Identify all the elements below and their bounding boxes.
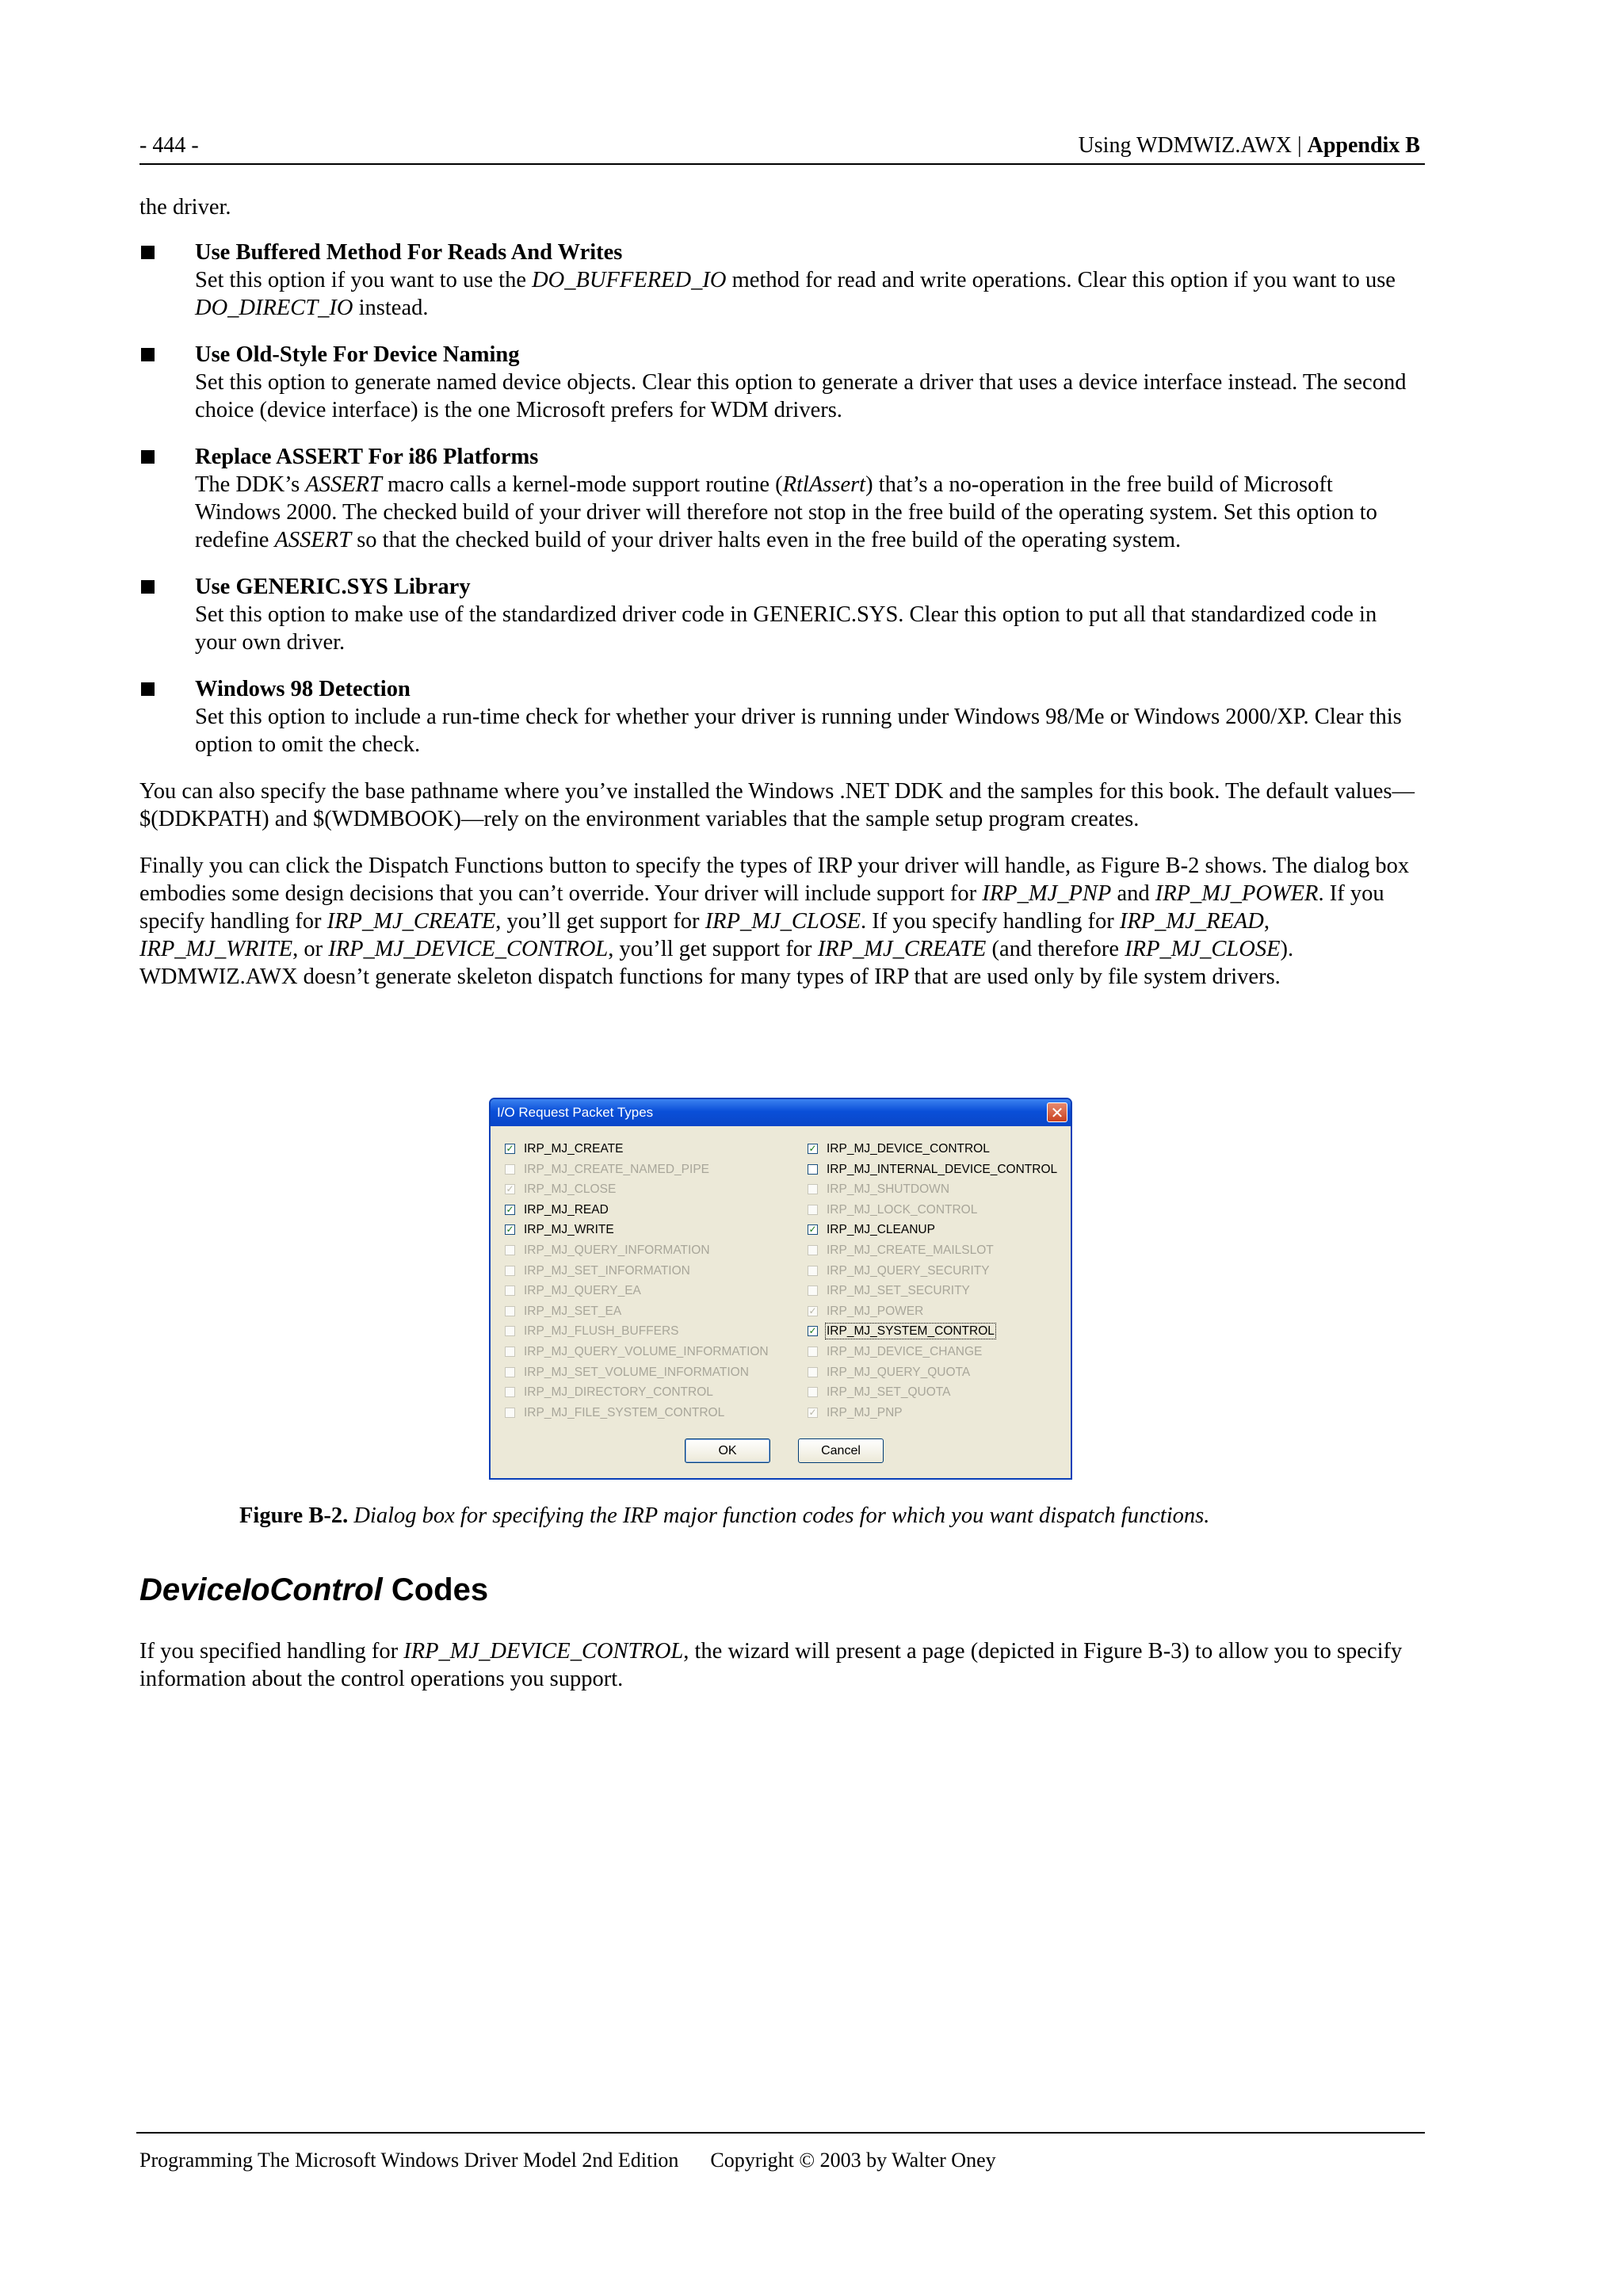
option-description: Set this option to make use of the standardized driver code in GENERIC.SYS. Clear this option to put all that standardized code in your own driver. xyxy=(195,602,1377,655)
irp-types-dialog xyxy=(489,1098,1072,1480)
checkbox-label: IRP_MJ_SYSTEM_CONTROL xyxy=(827,1324,995,1339)
ok-button[interactable]: OK xyxy=(685,1438,770,1463)
square-bullet-icon xyxy=(141,348,155,361)
option-title: Replace ASSERT For i86 Platforms xyxy=(195,445,539,469)
checkbox-irp-mj-read[interactable] xyxy=(505,1202,769,1223)
dialog-titlebar[interactable] xyxy=(491,1099,1071,1126)
checkbox-irp-mj-system-control[interactable] xyxy=(808,1324,1057,1344)
checkbox-irp-mj-query-information xyxy=(505,1243,769,1263)
checkbox-irp-mj-set-quota xyxy=(808,1385,1057,1405)
running-header xyxy=(139,132,1425,165)
checkbox-empty-icon xyxy=(505,1367,515,1377)
option-description: The DDK’s ASSERT macro calls a kernel-mode support routine (RtlAssert) that’s a no-operation in the free build of Microsoft Windows 2000. The checked build of your driver will therefore not stop in the free build of the operating system. Set this option to redefine ASSERT so that the checked build of your driver halts even in the free build of the operating system. xyxy=(195,472,1377,552)
checkbox-empty-icon xyxy=(808,1367,818,1377)
checkbox-irp-mj-pnp xyxy=(808,1405,1057,1426)
checkmark-icon[interactable]: ✓ xyxy=(808,1224,817,1236)
checkbox-empty-icon xyxy=(505,1164,515,1175)
checkbox-empty-icon xyxy=(505,1326,515,1336)
option-description: Set this option to generate named device objects. Clear this option to generate a driver that uses a device interface instead. The second choice (device interface) is the one Microsoft prefers for WDM drivers. xyxy=(195,370,1407,422)
checkmark-icon: ✓ xyxy=(506,1183,514,1195)
checkbox-label: IRP_MJ_QUERY_QUOTA xyxy=(827,1365,971,1379)
body-text xyxy=(139,193,1415,1010)
checkbox-irp-mj-set-information xyxy=(505,1263,769,1284)
checkbox-irp-mj-power xyxy=(808,1304,1057,1324)
option-item xyxy=(139,675,1415,758)
checkbox-irp-mj-query-quota xyxy=(808,1365,1057,1385)
checkbox-empty-icon xyxy=(505,1306,515,1316)
square-bullet-icon xyxy=(141,246,155,259)
checkbox-label: IRP_MJ_CREATE_NAMED_PIPE xyxy=(524,1162,709,1176)
checkmark-icon: ✓ xyxy=(808,1305,817,1316)
checkbox-irp-mj-set-volume-information xyxy=(505,1365,769,1385)
checkbox-label: IRP_MJ_SHUTDOWN xyxy=(827,1182,950,1197)
checkbox-irp-mj-directory-control xyxy=(505,1385,769,1405)
checkbox-empty-icon xyxy=(505,1387,515,1397)
checkbox-label: IRP_MJ_SET_EA xyxy=(524,1304,622,1318)
checkbox-label: IRP_MJ_INTERNAL_DEVICE_CONTROL xyxy=(827,1162,1058,1176)
checkbox-label: IRP_MJ_SET_QUOTA xyxy=(827,1385,951,1400)
checkbox-column-left xyxy=(505,1141,769,1425)
checkbox-irp-mj-create[interactable] xyxy=(505,1141,769,1162)
checkbox-irp-mj-write[interactable] xyxy=(505,1222,769,1243)
footer-copyright: Copyright © 2003 by Walter Oney xyxy=(710,2149,996,2172)
option-item xyxy=(139,573,1415,656)
checkbox-irp-mj-file-system-control xyxy=(505,1405,769,1426)
checkbox-label: IRP_MJ_READ xyxy=(524,1202,609,1217)
checkbox-label: IRP_MJ_DEVICE_CONTROL xyxy=(827,1142,990,1156)
figure-label: Figure B-2. xyxy=(239,1503,349,1528)
option-title: Use GENERIC.SYS Library xyxy=(195,575,471,599)
checkbox-label: IRP_MJ_FILE_SYSTEM_CONTROL xyxy=(524,1405,725,1419)
checkbox-irp-mj-create-mailslot xyxy=(808,1243,1057,1263)
checkmark-icon[interactable]: ✓ xyxy=(506,1203,514,1215)
close-icon[interactable]: ✕ xyxy=(1047,1102,1067,1122)
checkmark-icon[interactable]: ✓ xyxy=(808,1143,817,1154)
option-title: Windows 98 Detection xyxy=(195,677,411,701)
continuation-text: the driver. xyxy=(139,195,231,220)
option-description: Set this option if you want to use the DO_BUFFERED_IO method for read and write operations. Clear this option if you want to use DO_DIRECT_IO instead. xyxy=(195,268,1396,320)
square-bullet-icon xyxy=(141,450,155,464)
checkbox-irp-mj-create-named-pipe xyxy=(505,1162,769,1182)
checkbox-label: IRP_MJ_QUERY_EA xyxy=(524,1284,641,1298)
header-appendix: Appendix B xyxy=(1307,133,1420,158)
checkbox-label: IRP_MJ_POWER xyxy=(827,1304,924,1318)
checkbox-empty-icon xyxy=(808,1245,818,1255)
option-description: Set this option to include a run-time check for whether your driver is running under Windows 98/Me or Windows 2000/XP. Clear this option to omit the check. xyxy=(195,705,1402,757)
checkbox-label: IRP_MJ_SET_VOLUME_INFORMATION xyxy=(524,1365,749,1379)
checkbox-irp-mj-shutdown xyxy=(808,1182,1057,1202)
checkbox-irp-mj-cleanup[interactable] xyxy=(808,1222,1057,1243)
dialog-title: I/O Request Packet Types xyxy=(497,1105,654,1120)
checkbox-column-right xyxy=(808,1141,1057,1425)
checkbox-empty-icon xyxy=(505,1266,515,1276)
checkbox-empty-icon xyxy=(505,1245,515,1255)
checkbox-irp-mj-query-ea xyxy=(505,1283,769,1304)
checkbox-irp-mj-query-volume-information xyxy=(505,1344,769,1365)
option-item xyxy=(139,341,1415,424)
running-footer xyxy=(136,2132,1425,2172)
checkbox-irp-mj-lock-control xyxy=(808,1202,1057,1223)
checkbox-label: IRP_MJ_QUERY_SECURITY xyxy=(827,1263,990,1278)
paragraph-device-control: If you specified handling for IRP_MJ_DEVICE_CONTROL, the wizard will present a page (depicted in Figure B-3) to allow you to specify information about the control operations you support. xyxy=(139,1639,1403,1691)
option-title: Use Old-Style For Device Naming xyxy=(195,342,520,367)
checkbox-label: IRP_MJ_PNP xyxy=(827,1405,903,1419)
checkbox-irp-mj-close xyxy=(505,1182,769,1202)
section-heading: DeviceIoControl Codes xyxy=(139,1572,489,1607)
checkbox-empty-icon xyxy=(808,1387,818,1397)
checkbox-empty-icon xyxy=(808,1266,818,1276)
square-bullet-icon xyxy=(141,682,155,696)
checkmark-icon: ✓ xyxy=(808,1406,817,1418)
cancel-button[interactable]: Cancel xyxy=(798,1438,884,1463)
checkbox-empty-icon xyxy=(505,1347,515,1357)
square-bullet-icon xyxy=(141,580,155,594)
header-section-title: Using WDMWIZ.AWX | xyxy=(1078,133,1308,158)
checkbox-label: IRP_MJ_LOCK_CONTROL xyxy=(827,1202,978,1217)
checkbox-label: IRP_MJ_DIRECTORY_CONTROL xyxy=(524,1385,713,1400)
option-title: Use Buffered Method For Reads And Writes xyxy=(195,240,623,265)
checkbox-empty-icon xyxy=(505,1408,515,1418)
option-item xyxy=(139,239,1415,322)
checkbox-empty-icon[interactable] xyxy=(808,1164,818,1175)
checkbox-empty-icon xyxy=(808,1184,818,1194)
checkbox-empty-icon xyxy=(505,1286,515,1296)
checkbox-irp-mj-set-security xyxy=(808,1283,1057,1304)
option-item xyxy=(139,443,1415,554)
page-number: - 444 - xyxy=(139,133,199,158)
checkmark-icon[interactable]: ✓ xyxy=(506,1224,514,1236)
figure-caption xyxy=(239,1502,1209,1530)
checkbox-label: IRP_MJ_CLEANUP xyxy=(827,1223,935,1237)
figure-dialog xyxy=(489,1098,1075,1483)
checkbox-label: IRP_MJ_CLOSE xyxy=(524,1182,617,1197)
checkbox-label: IRP_MJ_QUERY_INFORMATION xyxy=(524,1243,710,1257)
checkbox-irp-mj-device-control[interactable] xyxy=(808,1141,1057,1162)
checkbox-irp-mj-device-change xyxy=(808,1344,1057,1365)
paragraph-dispatch-functions: Finally you can click the Dispatch Functions button to specify the types of IRP your driver will handle, as Figure B-2 shows. The dialog box embodies some design decisions that you can’t override. Your driver will include support for IRP_MJ_PNP and IRP_MJ_POWER. If you specify handling for IRP_MJ_CREATE, you’ll get support for IRP_MJ_CLOSE. If you specify handling for IRP_MJ_READ, IRP_MJ_WRITE, or IRP_MJ_DEVICE_CONTROL, you’ll get support for IRP_MJ_CREATE (and therefore IRP_MJ_CLOSE). WDMWIZ.AWX doesn’t generate skeleton dispatch functions for many types of IRP that are used only by file system drivers. xyxy=(139,854,1410,989)
paragraph-ddk-path: You can also specify the base pathname where you’ve installed the Windows .NET DDK and the samples for this book. The default values—$(DDKPATH) and $(WDMBOOK)—rely on the environment variables that the sample setup program creates. xyxy=(139,779,1415,831)
checkbox-empty-icon xyxy=(808,1205,818,1215)
checkbox-label: IRP_MJ_SET_INFORMATION xyxy=(524,1263,690,1278)
figure-caption-text: Dialog box for specifying the IRP major function codes for which you want dispatch functions. xyxy=(348,1503,1210,1528)
checkbox-irp-mj-set-ea xyxy=(505,1304,769,1324)
checkbox-label: IRP_MJ_DEVICE_CHANGE xyxy=(827,1344,983,1358)
checkbox-irp-mj-query-security xyxy=(808,1263,1057,1284)
footer-book-title: Programming The Microsoft Windows Driver Model 2nd Edition xyxy=(139,2149,679,2172)
checkbox-irp-mj-internal-device-control[interactable] xyxy=(808,1162,1057,1182)
checkbox-label: IRP_MJ_FLUSH_BUFFERS xyxy=(524,1324,679,1339)
checkbox-label: IRP_MJ_SET_SECURITY xyxy=(827,1284,970,1298)
header-section xyxy=(1079,132,1420,160)
checkbox-empty-icon xyxy=(808,1286,818,1296)
checkbox-label: IRP_MJ_CREATE xyxy=(524,1142,624,1156)
checkmark-icon[interactable]: ✓ xyxy=(808,1325,817,1337)
checkbox-label: IRP_MJ_QUERY_VOLUME_INFORMATION xyxy=(524,1344,769,1358)
checkbox-empty-icon xyxy=(808,1347,818,1357)
checkbox-label: IRP_MJ_WRITE xyxy=(524,1223,614,1237)
checkbox-label: IRP_MJ_CREATE_MAILSLOT xyxy=(827,1243,994,1257)
checkbox-irp-mj-flush-buffers xyxy=(505,1324,769,1344)
checkmark-icon[interactable]: ✓ xyxy=(506,1143,514,1154)
